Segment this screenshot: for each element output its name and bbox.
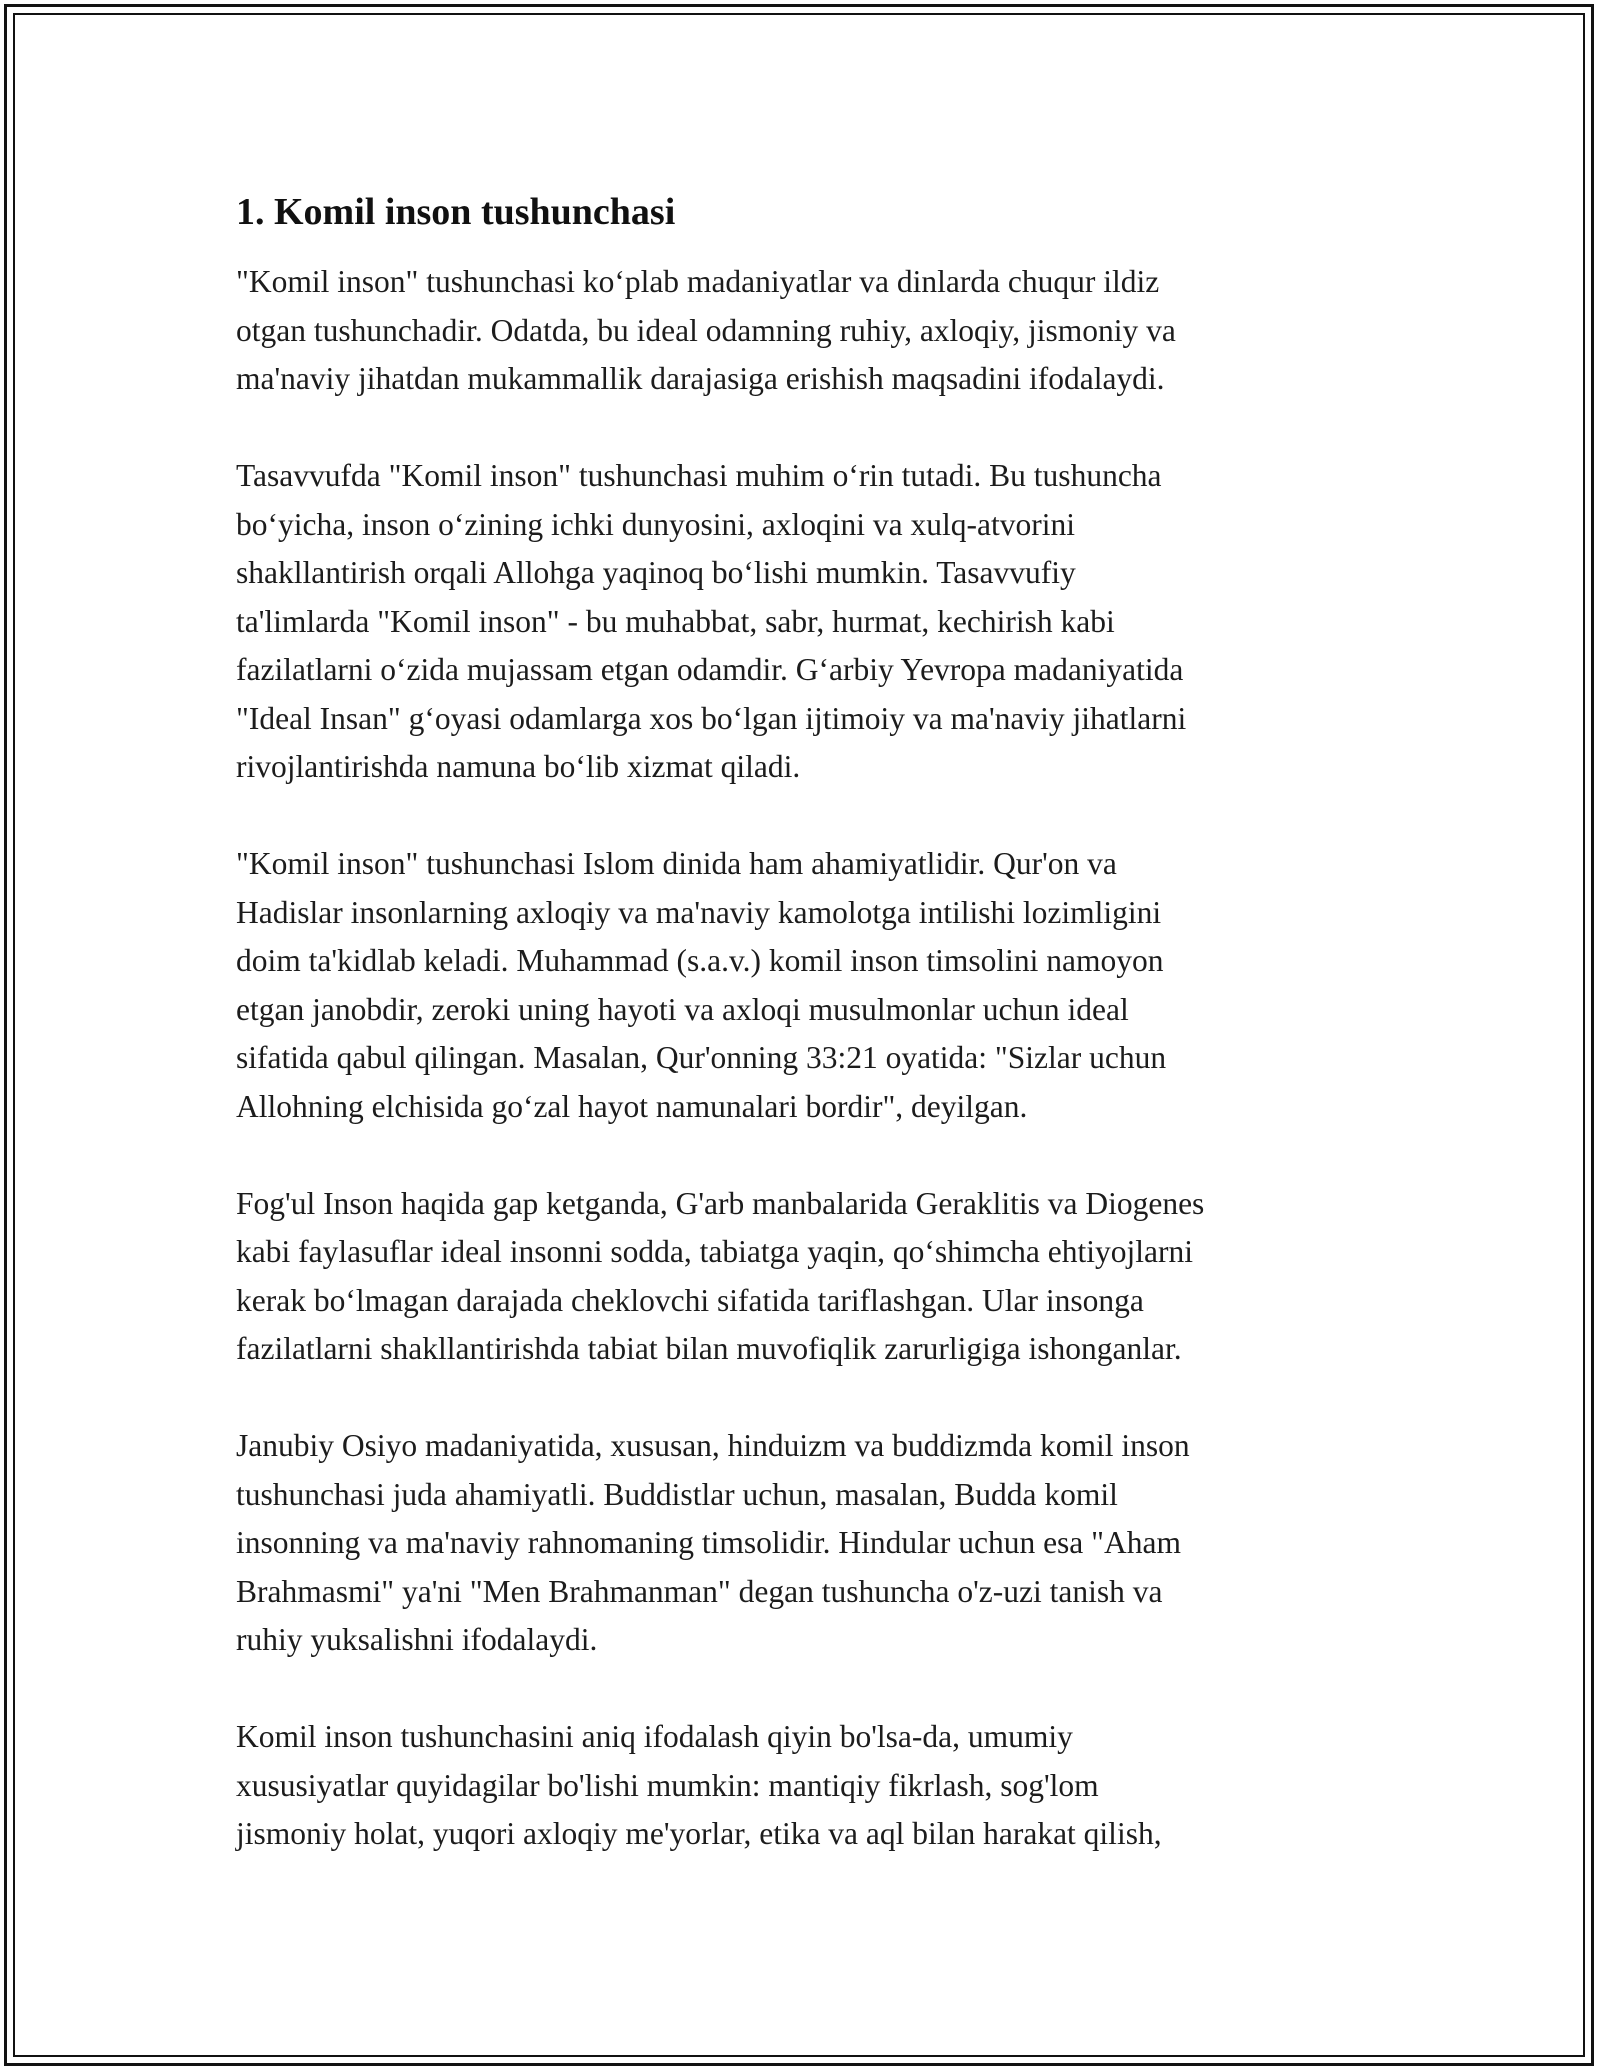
paragraph-line: sifatida qabul qilingan. Masalan, Qur'onning 33:21 oyatida: "Sizlar uchun [236,1040,1167,1075]
paragraph-line: insonning va ma'naviy rahnomaning timsolidir. Hindular uchun esa "Aham [236,1525,1181,1560]
paragraph-1 [236,258,1376,404]
paragraph-2 [236,452,1376,792]
paragraph-3 [236,840,1376,1131]
paragraph-line: tushunchasi juda ahamiyatli. Buddistlar uchun, masalan, Budda komil [236,1476,1118,1512]
paragraph-line: Allohning elchisida go‘zal hayot namunalari bordir", deyilgan. [236,1088,1028,1124]
paragraph-line: fazilatlarni o‘zida mujassam etgan odamdir. G‘arbiy Yevropa madaniyatida [236,652,1184,687]
paragraph-line: "Komil inson" tushunchasi Islom dinida ham ahamiyatlidir. Qur'on va [236,846,1117,881]
paragraph-4 [236,1180,1376,1374]
paragraph-line: kabi faylasuflar ideal insonni sodda, tabiatga yaqin, qo‘shimcha ehtiyojlarni [236,1234,1193,1269]
paragraph-5 [236,1422,1376,1665]
paragraph-line: Fog'ul Inson haqida gap ketganda, G'arb manbalarida Geraklitis va Diogenes [236,1185,1205,1221]
paragraph-line: "Komil inson" tushunchasi ko‘plab madaniyatlar va dinlarda chuqur ildiz [236,264,1160,299]
paragraph-line: ruhiy yuksalishni ifodalaydi. [236,1622,598,1657]
paragraph-line: Tasavvufda "Komil inson" tushunchasi muhim o‘rin tutadi. Bu tushuncha [236,458,1162,493]
paragraph-line: "Ideal Insan" g‘oyasi odamlarga xos bo‘lgan ijtimoiy va ma'naviy jihatlarni [236,700,1187,736]
paragraph-line: Janubiy Osiyo madaniyatida, xususan, hinduizm va buddizmda komil inson [236,1428,1190,1463]
paragraph-line: Brahmasmi" ya'ni "Men Brahmanman" degan tushuncha o'z-uzi tanish va [236,1573,1163,1609]
paragraph-line: rivojlantirishda namuna bo‘lib xizmat qiladi. [236,749,801,784]
paragraph-6 [236,1713,1376,1859]
paragraph-line: Komil inson tushunchasini aniq ifodalash qiyin bo'lsa-da, umumiy [236,1719,1073,1754]
paragraph-line: Hadislar insonlarning axloqiy va ma'naviy kamolotga intilishi lozimligini [236,894,1162,930]
paragraph-line: ta'limlarda "Komil inson" - bu muhabbat, sabr, hurmat, kechirish kabi [236,603,1115,639]
paragraph-line: kerak bo‘lmagan darajada cheklovchi sifatida tariflashgan. Ular insonga [236,1282,1144,1318]
paragraph-line: ma'naviy jihatdan mukammallik darajasiga erishish maqsadini ifodalaydi. [236,361,1165,396]
paragraph-line: etgan janobdir, zeroki uning hayoti va axloqi musulmonlar uchun ideal [236,991,1129,1027]
paragraph-line: fazilatlarni shakllantirishda tabiat bilan muvofiqlik zarurligiga ishonganlar. [236,1331,1182,1366]
paragraph-line: shakllantirish orqali Allohga yaqinoq bo‘lishi mumkin. Tasavvufiy [236,555,1076,590]
paragraph-line: jismoniy holat, yuqori axloqiy me'yorlar, etika va aql bilan harakat qilish, [236,1816,1162,1851]
page-title: 1. Komil inson tushunchasi [236,191,676,233]
paragraph-line: otgan tushunchadir. Odatda, bu ideal odamning ruhiy, axloqiy, jismoniy va [236,312,1176,348]
document-body [236,186,1376,1907]
paragraph-line: xususiyatlar quyidagilar bo'lishi mumkin: mantiqiy fikrlash, sog'lom [236,1767,1099,1803]
paragraph-line: doim ta'kidlab keladi. Muhammad (s.a.v.) komil inson timsolini namoyon [236,943,1164,978]
paragraph-line: bo‘yicha, inson o‘zining ichki dunyosini, axloqini va xulq-atvorini [236,506,1075,542]
